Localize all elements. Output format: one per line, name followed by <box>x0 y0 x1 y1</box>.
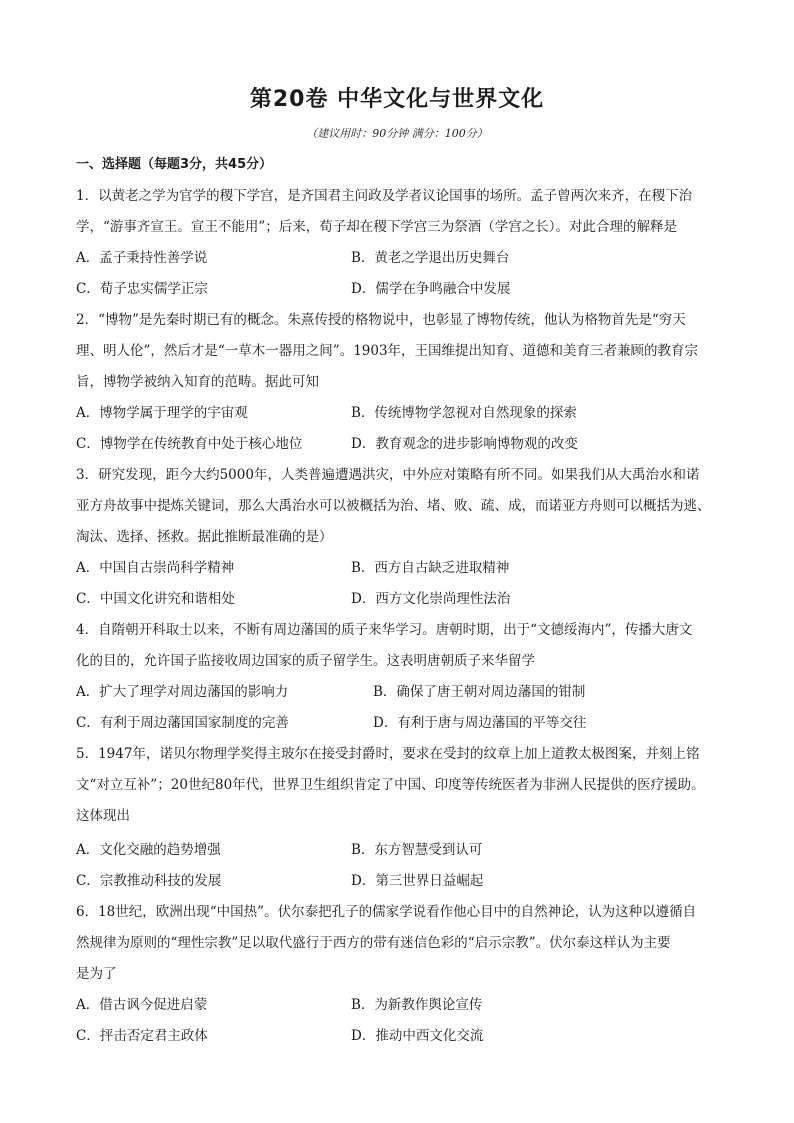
question-2-line-1: 2．“博物”是先秦时期已有的概念。朱熹传授的格物说中，也彰显了博物传统，他认为格物首先是“穷天 <box>76 312 686 328</box>
question-4-line-1: 4．自隋朝开科取士以来，不断有周边藩国的质子来华学习。唐朝时期，出于“文德绥海内”，传播大唐文 <box>76 622 693 638</box>
question-3-line-3: 淘汰、选择、拯救。据此推断最准确的是） <box>76 529 333 545</box>
question-6-line-2: 然规律为原则的“理性宗教”足以取代盛行于西方的带有迷信色彩的“启示宗教”。伏尔泰这样认为主要 <box>76 935 671 951</box>
question-5-line-1: 5．1947年，诺贝尔物理学奖得主玻尔在接受封爵时，要求在受封的纹章上加上道教太极图案，并刻上铭 <box>76 746 700 762</box>
question-6-line-3: 是为了 <box>76 966 117 982</box>
question-6-option-c: C．抨击否定君主政体 <box>76 1028 208 1044</box>
question-5-option-a: A．文化交融的趋势增强 <box>76 842 221 858</box>
question-3-option-b: B．西方自古缺乏进取精神 <box>351 560 510 576</box>
question-4-option-b: B．确保了唐王朝对周边藩国的钳制 <box>373 684 586 700</box>
question-1-line-2: 学，“游事齐宣王。宣王不能用”；后来，荀子却在稷下学宫三为祭酒（学宫之长）。对此合理的解释是 <box>76 219 678 235</box>
question-2-option-a: A．博物学属于理学的宇宙观 <box>76 405 248 421</box>
question-4-option-a: A．扩大了理学对周边藩国的影响力 <box>76 684 289 700</box>
question-1-line-1: 1．以黄老之学为官学的稷下学宫，是齐国君主问政及学者议论国事的场所。孟子曾两次来齐，在稷下治 <box>76 188 693 204</box>
question-4-line-2: 化的目的，允许国子监接收周边国家的质子留学生。这表明唐朝质子来华留学 <box>76 653 535 669</box>
question-5-line-2: 文“对立互补”；20世纪80年代，世界卫生组织肯定了中国、印度等传统医者为非洲人民提供的医疗援助。 <box>76 777 705 793</box>
section-heading: 一、选择题（每题3分，共45分） <box>76 157 273 172</box>
question-6-line-1: 6．18世纪，欧洲出现“中国热”。伏尔泰把孔子的儒家学说看作他心目中的自然神论，认为这种以遵循自 <box>76 904 697 920</box>
question-6-option-b: B．为新教作舆论宣传 <box>351 997 483 1013</box>
question-2-line-2: 理、明人伦”，然后才是“一草木一器用之间”。1903年，王国维提出知育、道德和美育三者兼顾的教育宗 <box>76 343 699 359</box>
question-3-line-1: 3．研究发现，距今大约5000年，人类普遍遭遇洪灾，中外应对策略有所不同。如果我们从大禹治水和诺 <box>76 467 700 483</box>
question-3-option-d: D．西方文化崇尚理性法治 <box>351 591 511 607</box>
question-4-option-c: C．有利于周边藩国国家制度的完善 <box>76 715 289 731</box>
question-3-line-2: 亚方舟故事中提炼关键词，那么大禹治水可以被概括为治、堵、败、疏、成，而诺亚方舟则可以概括为逃、 <box>76 498 711 514</box>
question-5-option-c: C．宗教推动科技的发展 <box>76 873 222 889</box>
question-3-option-c: C．中国文化讲究和谐相处 <box>76 591 235 607</box>
question-2-option-b: B．传统博物学忽视对自然现象的探索 <box>351 405 577 421</box>
question-2-option-d: D．教育观念的进步影响博物观的改变 <box>351 436 578 452</box>
question-5-option-d: D．第三世界日益崛起 <box>351 873 484 889</box>
question-4-option-d: D．有利于唐与周边藩国的平等交往 <box>373 715 587 731</box>
page-subtitle: （建议用时：90分钟 满分：100分） <box>306 127 488 140</box>
question-1-option-d: D．儒学在争鸣融合中发展 <box>351 281 511 297</box>
question-2-line-3: 旨，博物学被纳入知育的范畴。据此可知 <box>76 374 319 390</box>
question-1-option-a: A．孟子秉持性善学说 <box>76 250 208 266</box>
question-6-option-d: D．推动中西文化交流 <box>351 1028 484 1044</box>
question-6-option-a: A．借古讽今促进启蒙 <box>76 997 208 1013</box>
question-5-line-3: 这体现出 <box>76 808 130 824</box>
question-1-option-c: C．荀子忠实儒学正宗 <box>76 281 208 297</box>
question-2-option-c: C．博物学在传统教育中处于核心地位 <box>76 436 303 452</box>
question-5-option-b: B．东方智慧受到认可 <box>351 842 483 858</box>
question-3-option-a: A．中国自古崇尚科学精神 <box>76 560 235 576</box>
page-title: 第20卷 中华文化与世界文化 <box>249 87 545 112</box>
question-1-option-b: B．黄老之学退出历史舞台 <box>351 250 510 266</box>
